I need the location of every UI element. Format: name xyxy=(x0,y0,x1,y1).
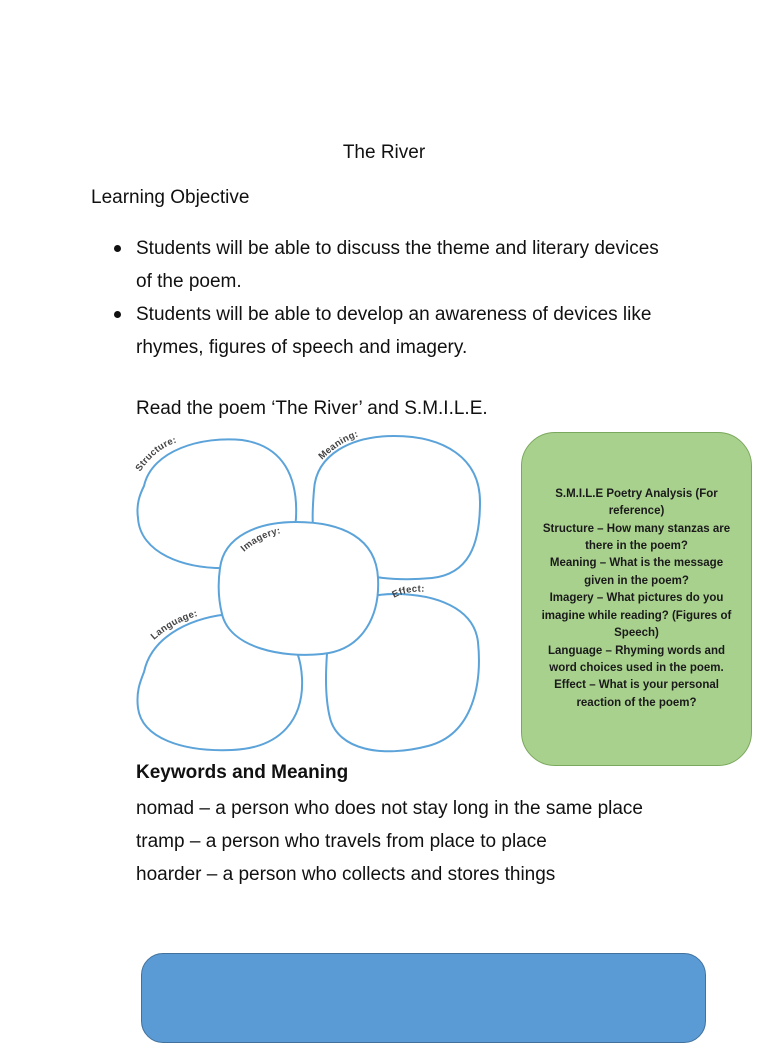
language-label: Language: xyxy=(148,608,199,643)
smile-line: Meaning – What is the message given in the poem? xyxy=(549,557,724,587)
keyword-item: nomad – a person who does not stay long in the same place xyxy=(136,798,643,819)
objective-list xyxy=(110,232,670,364)
objective-text: Students will be able to discuss the theme and literary devices of the poem. xyxy=(136,238,659,292)
objective-text: Students will be able to develop an awareness of devices like rhymes, figures of speech and imagery. xyxy=(136,304,652,358)
reading-instruction: Read the poem ‘The River’ and S.M.I.L.E. xyxy=(136,398,488,419)
smile-bubble-diagram xyxy=(132,428,492,760)
objective-heading: Learning Objective xyxy=(91,187,250,208)
objective-item xyxy=(110,232,670,298)
bullet-icon xyxy=(114,245,121,252)
effect-label: Effect: xyxy=(390,583,425,601)
structure-label: Structure: xyxy=(133,434,179,474)
blue-content-box xyxy=(141,953,706,1043)
keywords-heading: Keywords and Meaning xyxy=(136,762,349,783)
imagery-label: Imagery: xyxy=(238,525,282,555)
smile-reference-text xyxy=(522,486,751,712)
keyword-item: tramp – a person who travels from place to place xyxy=(136,831,547,852)
meaning-label: Meaning: xyxy=(316,428,360,463)
smile-line: S.M.I.L.E Poetry Analysis (For reference) xyxy=(555,487,718,518)
smile-reference-box xyxy=(521,432,752,766)
page-title: The River xyxy=(342,142,426,163)
smile-line: Language – Rhyming words and word choices used in the poem. xyxy=(548,644,725,674)
bullet-icon xyxy=(114,311,121,318)
imagery-bubble xyxy=(219,522,378,655)
smile-line: Imagery – What pictures do you imagine while reading? (Figures of Speech) xyxy=(541,592,732,640)
keywords-list xyxy=(136,792,656,891)
smile-line: Structure – How many stanzas are there in the poem? xyxy=(542,522,731,553)
keyword-item: hoarder – a person who collects and stores things xyxy=(136,864,556,885)
objective-item xyxy=(110,298,670,364)
smile-line: Effect – What is your personal reaction of the poem? xyxy=(554,679,719,709)
